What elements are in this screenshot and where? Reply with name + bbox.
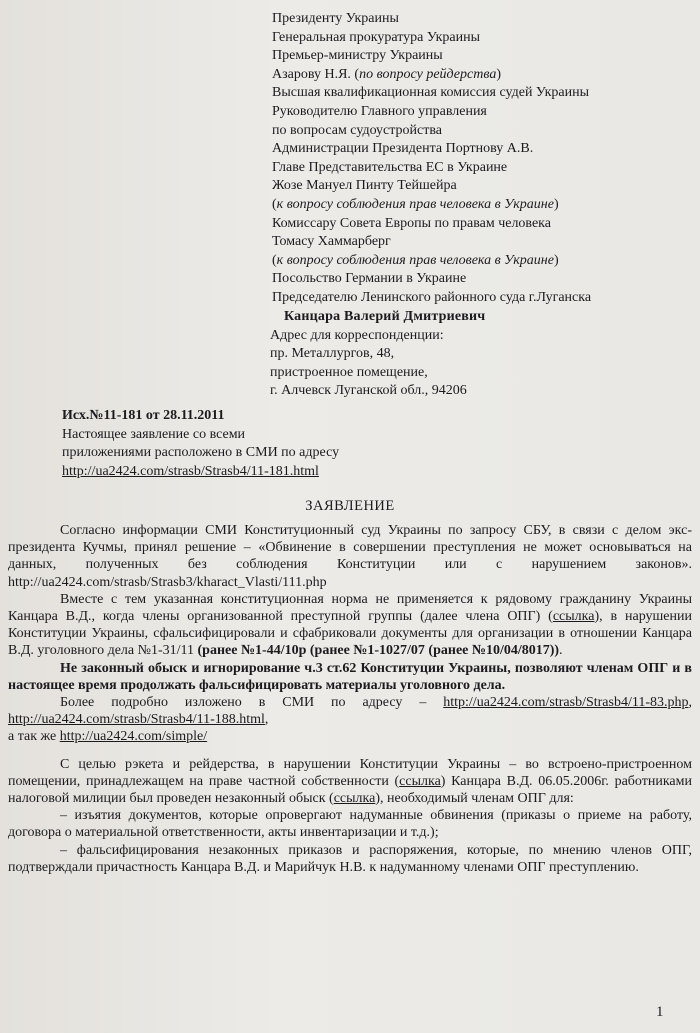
- addressee-block: [272, 10, 692, 308]
- reference-link[interactable]: ссылка: [399, 773, 441, 789]
- addressee-line: Томасу Хаммарберг: [272, 234, 391, 250]
- addressee-line: Главе Представительства ЕС в Украине: [272, 159, 508, 175]
- addressee-line: (к вопросу соблюдения прав человека в Украине): [272, 196, 559, 212]
- outgoing-url-link[interactable]: http://ua2424.com/strasb/Strasb4/11-181.html: [62, 463, 319, 479]
- sender-block: [270, 308, 690, 401]
- paragraph-4: Более подробно изложено в СМИ по адресу – http://ua2424.com/strasb/Strasb4/11-83.php, http://ua2424.com/strasb/Strasb4/11-188.html, а так же http://ua2424.com/simple/: [8, 695, 692, 745]
- paragraph-7: – фальсифицирования незаконных приказов и распоряжения, которые, по мнению членов ОПГ, подтверждали причастность Канцара В.Д. и Марийчук Н.В. к надуманному членами ОПГ преступлению.: [8, 842, 692, 875]
- url-link-2[interactable]: http://ua2424.com/strasb/Strasb4/11-188.html: [8, 712, 265, 728]
- address-line: пристроенное помещение,: [270, 364, 428, 380]
- paragraph-1: Согласно информации СМИ Конституционный суд Украины по запросу СБУ, в связи с делом экс-президента Кучмы, принял решение – «Обвинение в совершении преступления не может основываться на данных, полученных без соблюдения Конституции или с нарушением законов». http://ua2424.com/strasb/Strasb3/kharact_Vlasti/111.php: [8, 523, 692, 590]
- addressee-line: (к вопросу соблюдения прав человека в Украине): [272, 252, 559, 268]
- url-link-3[interactable]: http://ua2424.com/simple/: [59, 729, 208, 745]
- paragraph-5: С целью рэкета и рейдерства, в нарушении Конституции Украины – во встроено-пристроенном помещении, принадлежащем на праве частной собственности (ссылка) Канцара В.Д. 06.05.2006г. работниками налоговой милиции был проведен незаконный обыск (ссылка), необходимый членам ОПГ для:: [8, 756, 692, 807]
- outgoing-note: Настоящее заявление со всеми: [62, 426, 246, 442]
- addressee-line: Высшая квалификационная комиссия судей Украины: [272, 85, 590, 101]
- addressee-line: Президенту Украины: [272, 11, 399, 26]
- address-line: пр. Металлургов, 48,: [270, 346, 395, 362]
- sender-name: Канцара Валерий Дмитриевич: [284, 309, 486, 324]
- reference-link[interactable]: ссылка: [552, 609, 595, 625]
- addressee-line: Жозе Мануел Пинту Тейшейра: [272, 178, 457, 194]
- paragraph-2: Вместе с тем указанная конституционная норма не применяется к рядовому гражданину Украины Канцара В.Д., когда члены организованной преступной группы (далее члена ОПГ) (ссылка), в нарушении Конституции Украины, сфальсифицировали и сфабриковали документы для организации в отношении Канцара В.Д. уголовного дела №1-31/11 (ранее №1-44/10р (ранее №1-1027/07 (ранее №10/04/8017)).: [8, 591, 692, 659]
- addressee-line: Премьер-министру Украины: [272, 48, 443, 64]
- address-line: г. Алчевск Луганской обл., 94206: [270, 383, 467, 399]
- outgoing-number: Исх.№11-181 от 28.11.2011: [62, 408, 225, 423]
- addressee-line: Генеральная прокуратура Украины: [272, 29, 480, 45]
- page-number: 1: [656, 1004, 664, 1020]
- statement-body: [8, 522, 692, 876]
- addressee-line: Руководителю Главного управления: [272, 103, 487, 119]
- addressee-line: Азарову Н.Я. (по вопросу рейдерства): [272, 66, 501, 82]
- addressee-line: Посольство Германии в Украине: [272, 271, 467, 287]
- outgoing-reference: [62, 407, 482, 481]
- document-title: ЗАЯВЛЕНИЕ: [305, 498, 395, 514]
- addressee-line: Комиссару Совета Европы по правам человека: [272, 215, 551, 231]
- outgoing-note: приложениями расположено в СМИ по адресу: [62, 445, 340, 461]
- reference-link[interactable]: ссылка: [333, 791, 376, 807]
- addressee-line: по вопросам судоустройства: [272, 122, 443, 138]
- addressee-line: Администрации Президента Портнову А.В.: [272, 141, 534, 157]
- paragraph-6: – изъятия документов, которые опровергают надуманные обвинения (приказы о приеме на работу, договора о материальной ответственности, акты инвентаризации и т.д.);: [8, 808, 692, 841]
- address-label: Адрес для корреспонденции:: [270, 327, 444, 343]
- addressee-line: Председателю Ленинского районного суда г.Луганска: [272, 289, 592, 305]
- url-link-1[interactable]: http://ua2424.com/strasb/Strasb4/11-83.php: [443, 695, 689, 711]
- paragraph-3: Не законный обыск и игнорирование ч.3 ст.62 Конституции Украины, позволяют членам ОПГ и в настоящее время продолжать фальсифицировать материалы уголовного дела.: [8, 660, 692, 693]
